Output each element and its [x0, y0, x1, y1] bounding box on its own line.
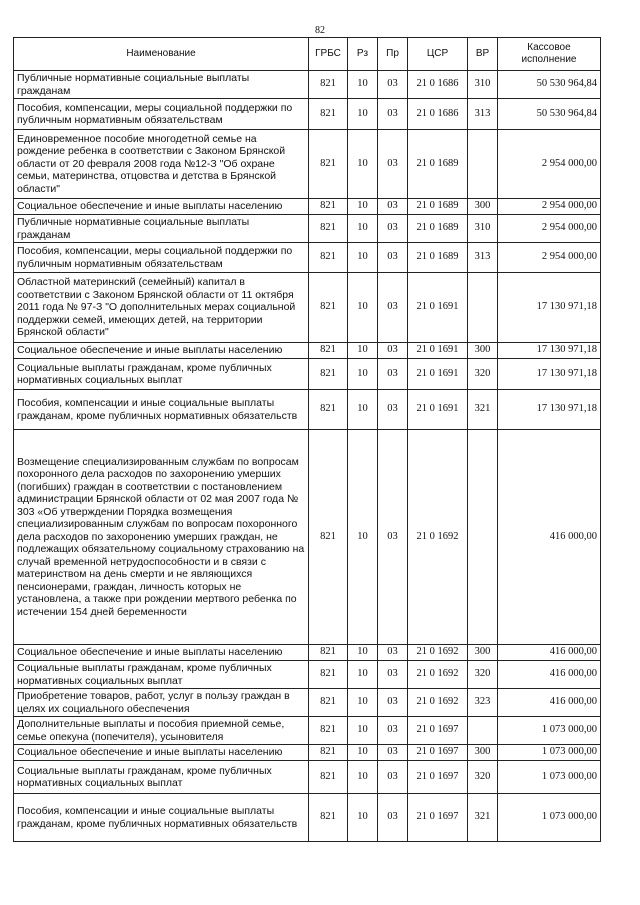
table-row [14, 390, 601, 430]
row-rz-cell: 10 [348, 645, 378, 661]
row-name-cell: Социальные выплаты гражданам, кроме публичных нормативных социальных выплат [14, 761, 309, 794]
row-vr-cell: 300 [468, 343, 498, 359]
row-amount-cell: 50 530 964,84 [498, 71, 601, 99]
row-name-cell: Публичные нормативные социальные выплаты гражданам [14, 71, 309, 99]
row-grbs-cell: 821 [309, 99, 348, 130]
row-amount-cell: 416 000,00 [498, 430, 601, 645]
row-amount-cell: 1 073 000,00 [498, 761, 601, 794]
row-name-cell: Областной материнский (семейный) капитал в соответствии с Законом Брянской области от 11 октября 2011 года № 97-З "О дополнительных мерах социальной поддержки семей, имеющих детей, на территории Брянской области" [14, 273, 309, 343]
row-amount-cell: 1 073 000,00 [498, 745, 601, 761]
row-pr-cell: 03 [378, 761, 408, 794]
row-rz-cell: 10 [348, 794, 378, 842]
row-csr-cell: 21 0 1697 [408, 761, 468, 794]
row-csr-cell: 21 0 1689 [408, 243, 468, 273]
row-rz-cell: 10 [348, 343, 378, 359]
header-rz: Рз [348, 38, 378, 71]
table-row [14, 645, 601, 661]
table-row [14, 717, 601, 745]
row-grbs-cell: 821 [309, 199, 348, 215]
row-grbs-cell: 821 [309, 243, 348, 273]
row-vr-cell [468, 717, 498, 745]
header-grbs: ГРБС [309, 38, 348, 71]
row-rz-cell: 10 [348, 430, 378, 645]
row-amount-cell: 2 954 000,00 [498, 130, 601, 199]
row-rz-cell: 10 [348, 215, 378, 243]
row-amount-cell: 416 000,00 [498, 661, 601, 689]
row-grbs-cell: 821 [309, 745, 348, 761]
row-csr-cell: 21 0 1686 [408, 99, 468, 130]
row-vr-cell: 310 [468, 215, 498, 243]
row-vr-cell: 320 [468, 661, 498, 689]
row-rz-cell: 10 [348, 717, 378, 745]
row-rz-cell: 10 [348, 689, 378, 717]
row-name-cell: Возмещение специализированным службам по вопросам похоронного дела расходов по захоронению умерших (погибших) граждан в соответствии с постановлением администрации Брянской области от 02 мая 2007 года № 303 «Об утверждении Порядка возмещения специализированным службам по вопросам похоронного дела расходов по захоронению умерших граждан, не подлежащих обязательному социальному страхованию на случай временной нетрудоспособности и в связи с материнством на день смерти и не являющихся пенсионерами, граждан, личность которых не установлена, а также при рождении мертвого ребенка по истечении 154 дней беременности [14, 430, 309, 645]
row-name-cell: Публичные нормативные социальные выплаты гражданам [14, 215, 309, 243]
row-grbs-cell: 821 [309, 71, 348, 99]
row-pr-cell: 03 [378, 199, 408, 215]
row-pr-cell: 03 [378, 343, 408, 359]
row-name-cell: Пособия, компенсации и иные социальные выплаты гражданам, кроме публичных нормативных обязательств [14, 794, 309, 842]
row-name-cell: Приобретение товаров, работ, услуг в пользу граждан в целях их социального обеспечения [14, 689, 309, 717]
row-grbs-cell: 821 [309, 215, 348, 243]
row-pr-cell: 03 [378, 745, 408, 761]
row-csr-cell: 21 0 1691 [408, 390, 468, 430]
row-name-cell: Социальное обеспечение и иные выплаты населению [14, 199, 309, 215]
table-row [14, 359, 601, 390]
row-rz-cell: 10 [348, 273, 378, 343]
row-csr-cell: 21 0 1697 [408, 745, 468, 761]
row-csr-cell: 21 0 1691 [408, 343, 468, 359]
row-grbs-cell: 821 [309, 645, 348, 661]
row-rz-cell: 10 [348, 745, 378, 761]
row-pr-cell: 03 [378, 717, 408, 745]
row-name-cell: Социальное обеспечение и иные выплаты населению [14, 343, 309, 359]
row-name-cell: Социальные выплаты гражданам, кроме публичных нормативных социальных выплат [14, 359, 309, 390]
row-rz-cell: 10 [348, 71, 378, 99]
row-csr-cell: 21 0 1691 [408, 359, 468, 390]
row-csr-cell: 21 0 1689 [408, 199, 468, 215]
row-name-cell: Единовременное пособие многодетной семье на рождение ребенка в соответствии с Законом Брянской области от 20 февраля 2008 года №12-З "Об охране семьи, материнства, отцовства и детства в Брянской области" [14, 130, 309, 199]
row-pr-cell: 03 [378, 794, 408, 842]
row-pr-cell: 03 [378, 273, 408, 343]
row-pr-cell: 03 [378, 390, 408, 430]
row-rz-cell: 10 [348, 199, 378, 215]
page-number: 82 [315, 25, 325, 36]
row-pr-cell: 03 [378, 243, 408, 273]
row-grbs-cell: 821 [309, 273, 348, 343]
row-grbs-cell: 821 [309, 761, 348, 794]
row-amount-cell: 2 954 000,00 [498, 199, 601, 215]
row-amount-cell: 17 130 971,18 [498, 273, 601, 343]
row-name-cell: Пособия, компенсации и иные социальные выплаты гражданам, кроме публичных нормативных обязательств [14, 390, 309, 430]
row-pr-cell: 03 [378, 71, 408, 99]
row-amount-cell: 2 954 000,00 [498, 215, 601, 243]
row-vr-cell: 320 [468, 761, 498, 794]
row-rz-cell: 10 [348, 243, 378, 273]
row-name-cell: Социальное обеспечение и иные выплаты населению [14, 745, 309, 761]
table-row [14, 243, 601, 273]
row-amount-cell: 1 073 000,00 [498, 794, 601, 842]
row-name-cell: Социальные выплаты гражданам, кроме публичных нормативных социальных выплат [14, 661, 309, 689]
row-vr-cell: 320 [468, 359, 498, 390]
row-amount-cell: 1 073 000,00 [498, 717, 601, 745]
row-grbs-cell: 821 [309, 130, 348, 199]
table-row [14, 661, 601, 689]
budget-execution-table [13, 37, 601, 842]
row-csr-cell: 21 0 1697 [408, 717, 468, 745]
header-pr: Пр [378, 38, 408, 71]
table-header-row [14, 38, 601, 71]
row-rz-cell: 10 [348, 99, 378, 130]
row-amount-cell: 416 000,00 [498, 689, 601, 717]
row-csr-cell: 21 0 1691 [408, 273, 468, 343]
table-row [14, 794, 601, 842]
row-vr-cell: 313 [468, 243, 498, 273]
row-name-cell: Социальное обеспечение и иные выплаты населению [14, 645, 309, 661]
row-amount-cell: 416 000,00 [498, 645, 601, 661]
row-pr-cell: 03 [378, 430, 408, 645]
table-row [14, 430, 601, 645]
table-row [14, 343, 601, 359]
row-pr-cell: 03 [378, 689, 408, 717]
row-rz-cell: 10 [348, 761, 378, 794]
table-row [14, 130, 601, 199]
row-grbs-cell: 821 [309, 661, 348, 689]
row-amount-cell: 17 130 971,18 [498, 359, 601, 390]
row-pr-cell: 03 [378, 661, 408, 689]
row-grbs-cell: 821 [309, 717, 348, 745]
row-csr-cell: 21 0 1697 [408, 794, 468, 842]
row-pr-cell: 03 [378, 645, 408, 661]
row-name-cell: Пособия, компенсации, меры социальной поддержки по публичным нормативным обязательствам [14, 243, 309, 273]
row-vr-cell: 323 [468, 689, 498, 717]
row-vr-cell [468, 130, 498, 199]
table-row [14, 99, 601, 130]
row-vr-cell: 313 [468, 99, 498, 130]
row-grbs-cell: 821 [309, 390, 348, 430]
header-amount: Кассовое исполнение [498, 38, 601, 71]
table-row [14, 215, 601, 243]
row-amount-cell: 50 530 964,84 [498, 99, 601, 130]
header-csr: ЦСР [408, 38, 468, 71]
row-rz-cell: 10 [348, 390, 378, 430]
row-pr-cell: 03 [378, 99, 408, 130]
row-grbs-cell: 821 [309, 689, 348, 717]
row-rz-cell: 10 [348, 661, 378, 689]
row-vr-cell: 300 [468, 199, 498, 215]
row-rz-cell: 10 [348, 359, 378, 390]
table-row [14, 71, 601, 99]
row-name-cell: Дополнительные выплаты и пособия приемной семье, семье опекуна (попечителя), усыновителя [14, 717, 309, 745]
row-grbs-cell: 821 [309, 794, 348, 842]
row-csr-cell: 21 0 1689 [408, 215, 468, 243]
row-amount-cell: 17 130 971,18 [498, 390, 601, 430]
row-csr-cell: 21 0 1692 [408, 430, 468, 645]
row-pr-cell: 03 [378, 359, 408, 390]
row-amount-cell: 17 130 971,18 [498, 343, 601, 359]
table-row [14, 199, 601, 215]
row-csr-cell: 21 0 1689 [408, 130, 468, 199]
row-vr-cell: 321 [468, 390, 498, 430]
row-vr-cell: 300 [468, 745, 498, 761]
header-name: Наименование [14, 38, 309, 71]
row-csr-cell: 21 0 1692 [408, 645, 468, 661]
row-pr-cell: 03 [378, 130, 408, 199]
row-vr-cell: 321 [468, 794, 498, 842]
table-row [14, 745, 601, 761]
table-row [14, 761, 601, 794]
row-name-cell: Пособия, компенсации, меры социальной поддержки по публичным нормативным обязательствам [14, 99, 309, 130]
row-vr-cell: 300 [468, 645, 498, 661]
row-vr-cell [468, 273, 498, 343]
row-rz-cell: 10 [348, 130, 378, 199]
table-row [14, 273, 601, 343]
row-vr-cell: 310 [468, 71, 498, 99]
row-grbs-cell: 821 [309, 430, 348, 645]
row-pr-cell: 03 [378, 215, 408, 243]
row-csr-cell: 21 0 1686 [408, 71, 468, 99]
row-vr-cell [468, 430, 498, 645]
table-row [14, 689, 601, 717]
row-grbs-cell: 821 [309, 359, 348, 390]
row-amount-cell: 2 954 000,00 [498, 243, 601, 273]
header-vr: ВР [468, 38, 498, 71]
row-csr-cell: 21 0 1692 [408, 661, 468, 689]
row-csr-cell: 21 0 1692 [408, 689, 468, 717]
row-grbs-cell: 821 [309, 343, 348, 359]
